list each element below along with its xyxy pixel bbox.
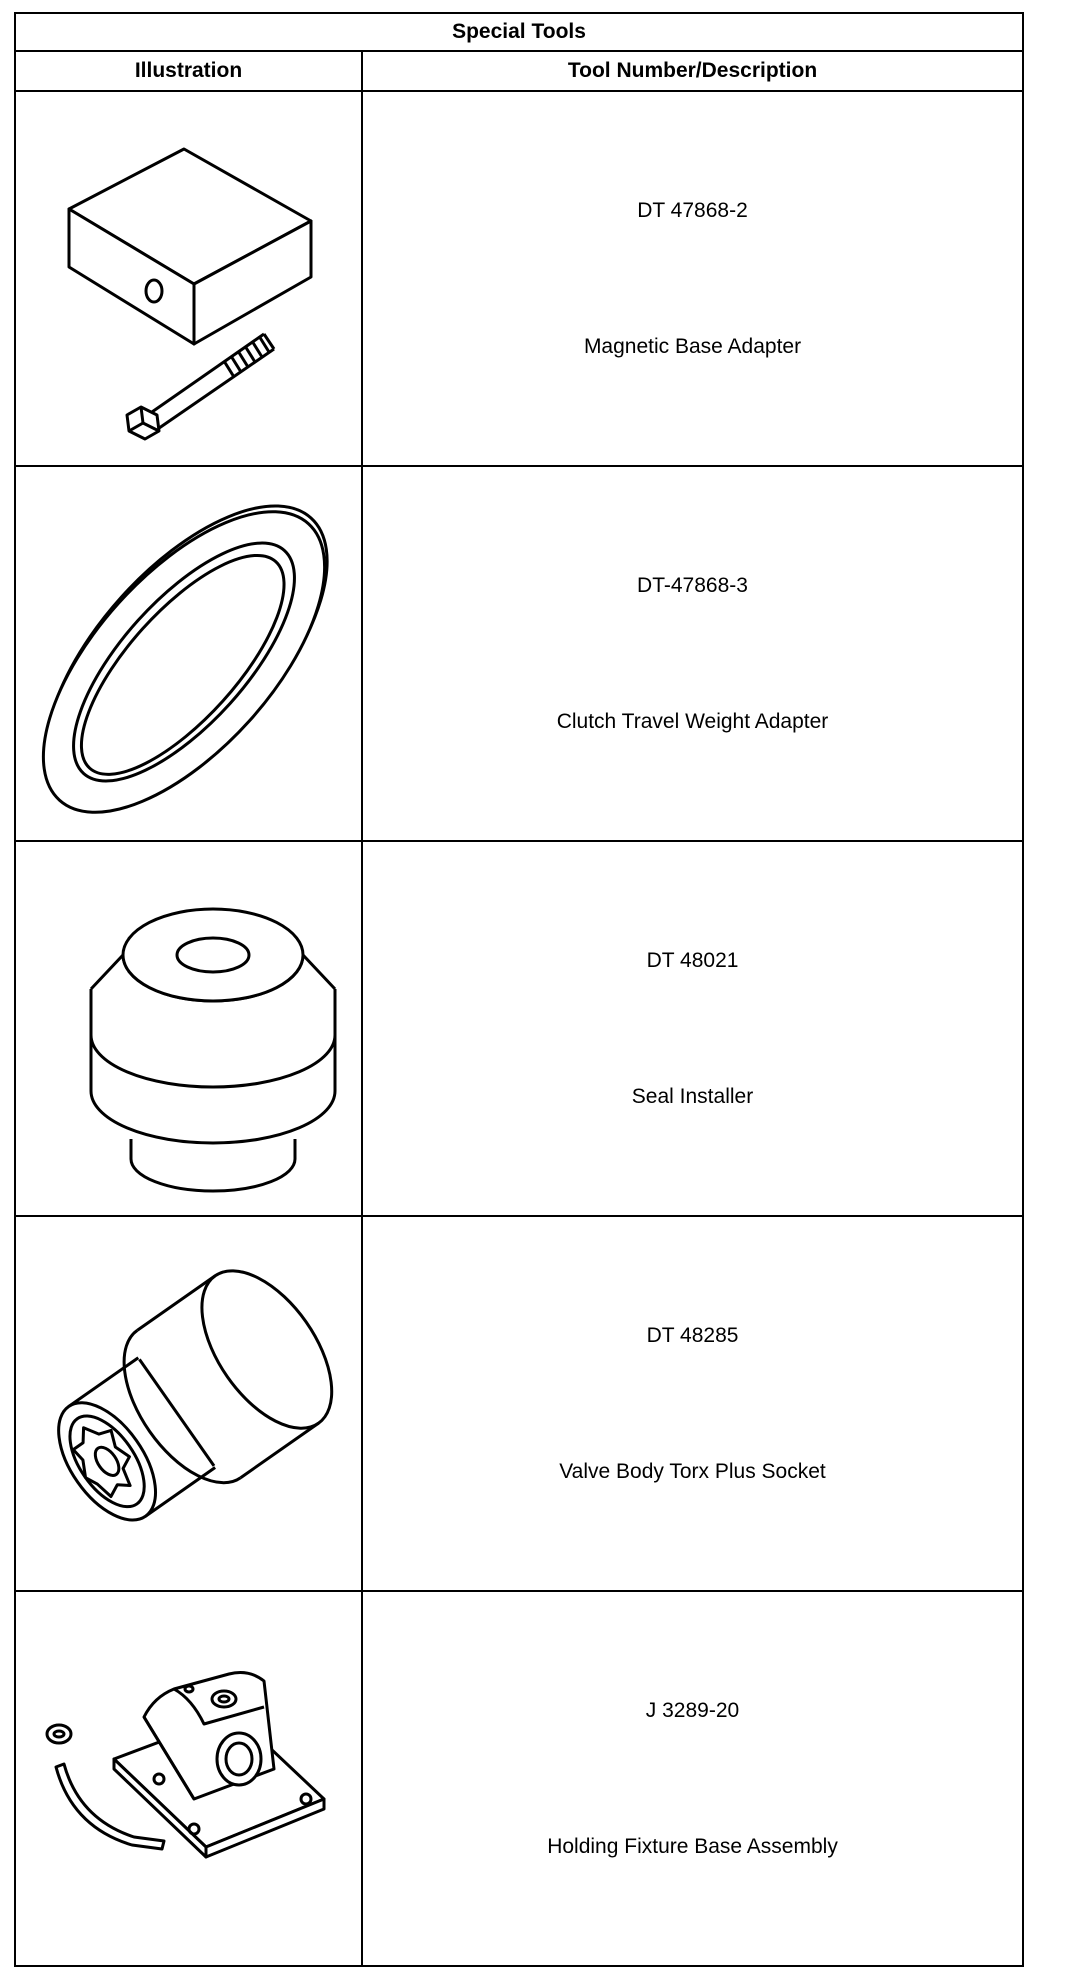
seal-installer-illustration [39, 859, 339, 1199]
weight-ring-illustration [29, 484, 349, 824]
tool-number: DT 48285 [646, 1323, 739, 1347]
tool-description: Valve Body Torx Plus Socket [559, 1459, 826, 1483]
holding-fixture-illustration [34, 1609, 344, 1949]
tool-description-cell [362, 841, 1023, 1216]
torx-socket-illustration [24, 1229, 354, 1579]
tool-number: DT 47868-2 [637, 198, 748, 222]
column-header-illustration: Illustration [15, 51, 362, 91]
special-tools-table [14, 12, 1024, 1967]
tool-description-cell [362, 466, 1023, 841]
table-row [15, 1216, 1023, 1591]
table-row [15, 841, 1023, 1216]
tool-description-cell [362, 1591, 1023, 1966]
tool-number: DT-47868-3 [637, 573, 748, 597]
tool-description-cell [362, 1216, 1023, 1591]
illustration-cell [15, 91, 362, 466]
illustration-cell [15, 466, 362, 841]
tool-number: J 3289-20 [645, 1698, 740, 1722]
column-header-description: Tool Number/Description [362, 51, 1023, 91]
tool-description: Holding Fixture Base Assembly [547, 1834, 838, 1858]
magnetic-base-adapter-illustration [39, 109, 339, 449]
table-row [15, 466, 1023, 841]
tool-description-cell [362, 91, 1023, 466]
tool-description: Seal Installer [631, 1084, 754, 1108]
tool-number: DT 48021 [646, 948, 739, 972]
illustration-cell [15, 1216, 362, 1591]
tool-description: Clutch Travel Weight Adapter [556, 709, 829, 733]
table-row [15, 1591, 1023, 1966]
table-row [15, 91, 1023, 466]
table-title: Special Tools [15, 13, 1023, 51]
illustration-cell [15, 1591, 362, 1966]
illustration-cell [15, 841, 362, 1216]
tool-description: Magnetic Base Adapter [583, 334, 802, 358]
